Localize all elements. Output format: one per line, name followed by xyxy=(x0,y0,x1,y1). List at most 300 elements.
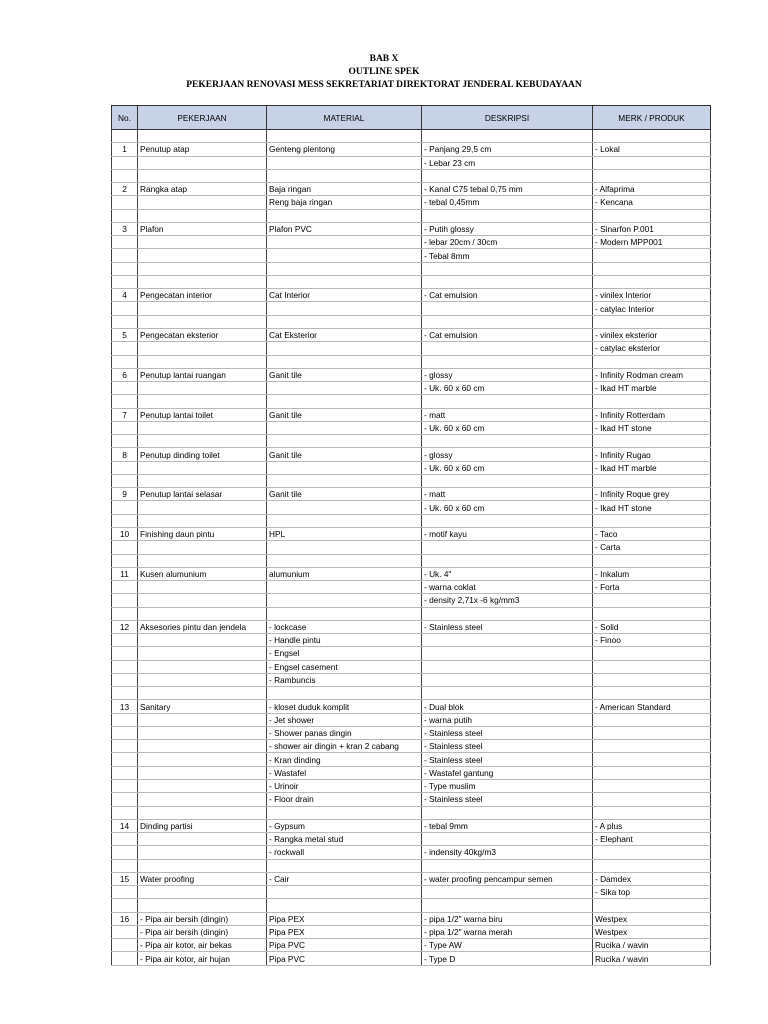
table-row xyxy=(112,448,711,461)
brand-cell: - vinilex eksterior xyxy=(593,328,711,341)
item-number xyxy=(112,634,138,647)
material-cell xyxy=(267,421,422,434)
work-item-cell xyxy=(138,673,267,686)
item-number xyxy=(112,673,138,686)
item-number xyxy=(112,302,138,315)
work-item-cell xyxy=(138,726,267,739)
empty-cell xyxy=(422,474,593,487)
item-number: 5 xyxy=(112,328,138,341)
spec-table xyxy=(111,105,711,966)
empty-cell xyxy=(267,554,422,567)
description-cell: - glossy xyxy=(422,448,593,461)
material-cell xyxy=(267,249,422,262)
item-number xyxy=(112,541,138,554)
table-row xyxy=(112,647,711,660)
description-cell: - Stainless steel xyxy=(422,740,593,753)
description-cell: - Dual blok xyxy=(422,700,593,713)
empty-cell xyxy=(593,607,711,620)
item-number xyxy=(112,421,138,434)
empty-cell xyxy=(593,130,711,143)
brand-cell: - Sinarfon P.001 xyxy=(593,222,711,235)
table-row xyxy=(112,156,711,169)
table-row xyxy=(112,833,711,846)
empty-cell xyxy=(593,435,711,448)
col-header-merk: MERK / PRODUK xyxy=(593,106,711,130)
work-item-cell xyxy=(138,236,267,249)
table-row xyxy=(112,660,711,673)
material-cell: alumunium xyxy=(267,567,422,580)
brand-cell xyxy=(593,793,711,806)
table-row xyxy=(112,740,711,753)
material-cell: - Shower panas dingin xyxy=(267,726,422,739)
table-row xyxy=(112,780,711,793)
description-cell: - indensity 40kg/m3 xyxy=(422,846,593,859)
empty-cell xyxy=(138,395,267,408)
description-cell: - tebal 9mm xyxy=(422,819,593,832)
col-header-no: No. xyxy=(112,106,138,130)
empty-cell xyxy=(112,474,138,487)
item-number: 3 xyxy=(112,222,138,235)
table-row xyxy=(112,581,711,594)
table-row xyxy=(112,726,711,739)
material-cell xyxy=(267,156,422,169)
brand-cell: - Ikad HT stone xyxy=(593,501,711,514)
work-item-cell xyxy=(138,713,267,726)
material-cell: Ganit tile xyxy=(267,488,422,501)
empty-cell xyxy=(593,859,711,872)
empty-cell xyxy=(267,130,422,143)
description-cell: - warna coklat xyxy=(422,581,593,594)
work-item-cell xyxy=(138,501,267,514)
brand-cell: - Elephant xyxy=(593,833,711,846)
description-cell: - motif kayu xyxy=(422,527,593,540)
description-cell xyxy=(422,833,593,846)
item-number xyxy=(112,766,138,779)
empty-cell xyxy=(112,169,138,182)
item-number: 10 xyxy=(112,527,138,540)
work-item-cell: - Pipa air kotor, air bekas xyxy=(138,939,267,952)
empty-cell xyxy=(422,806,593,819)
brand-cell: Westpex xyxy=(593,912,711,925)
work-item-cell xyxy=(138,382,267,395)
work-item-cell xyxy=(138,156,267,169)
description-cell: - Lebar 23 cm xyxy=(422,156,593,169)
empty-cell xyxy=(138,275,267,288)
brand-cell: - Infinity Roque grey xyxy=(593,488,711,501)
table-row xyxy=(112,408,711,421)
empty-cell xyxy=(267,435,422,448)
empty-cell xyxy=(138,687,267,700)
spacer-row xyxy=(112,130,711,143)
empty-cell xyxy=(138,315,267,328)
material-cell xyxy=(267,342,422,355)
description-cell: - glossy xyxy=(422,368,593,381)
doc-subtitle: OUTLINE SPEK xyxy=(348,67,420,77)
empty-cell xyxy=(422,355,593,368)
brand-cell xyxy=(593,249,711,262)
empty-cell xyxy=(138,209,267,222)
work-item-cell xyxy=(138,581,267,594)
material-cell: - Urinoir xyxy=(267,780,422,793)
work-item-cell xyxy=(138,740,267,753)
brand-cell xyxy=(593,753,711,766)
material-cell: - rockwall xyxy=(267,846,422,859)
brand-cell: - Infinity Rodman cream xyxy=(593,368,711,381)
item-number: 7 xyxy=(112,408,138,421)
description-cell xyxy=(422,886,593,899)
brand-cell: - Kencana xyxy=(593,196,711,209)
brand-cell: - Alfaprima xyxy=(593,183,711,196)
item-number xyxy=(112,925,138,938)
empty-cell xyxy=(138,130,267,143)
empty-cell xyxy=(138,169,267,182)
doc-title: PEKERJAAN RENOVASI MESS SEKRETARIAT DIREKTORAT JENDERAL KEBUDAYAAN xyxy=(186,80,582,90)
work-item-cell: Dinding partisi xyxy=(138,819,267,832)
description-cell: - tebal 0,45mm xyxy=(422,196,593,209)
empty-cell xyxy=(112,607,138,620)
material-cell: Ganit tile xyxy=(267,368,422,381)
material-cell: Cat Eksterior xyxy=(267,328,422,341)
work-item-cell xyxy=(138,647,267,660)
empty-cell xyxy=(267,315,422,328)
empty-cell xyxy=(267,275,422,288)
item-number xyxy=(112,780,138,793)
empty-cell xyxy=(593,554,711,567)
material-cell xyxy=(267,262,422,275)
description-cell: - matt xyxy=(422,488,593,501)
brand-cell xyxy=(593,726,711,739)
brand-cell xyxy=(593,846,711,859)
empty-cell xyxy=(422,275,593,288)
brand-cell: - Infinity Rotterdam xyxy=(593,408,711,421)
table-row xyxy=(112,700,711,713)
work-item-cell xyxy=(138,196,267,209)
material-cell xyxy=(267,461,422,474)
table-row xyxy=(112,753,711,766)
item-number xyxy=(112,939,138,952)
empty-cell xyxy=(267,607,422,620)
spacer-row xyxy=(112,474,711,487)
brand-cell xyxy=(593,673,711,686)
table-row xyxy=(112,886,711,899)
empty-cell xyxy=(112,514,138,527)
description-cell: - Wastafel gantung xyxy=(422,766,593,779)
description-cell: - Panjang 29,5 cm xyxy=(422,143,593,156)
work-item-cell: Aksesories pintu dan jendela xyxy=(138,620,267,633)
material-cell: - Gypsum xyxy=(267,819,422,832)
table-row xyxy=(112,421,711,434)
spacer-row xyxy=(112,209,711,222)
description-cell: - Stainless steel xyxy=(422,620,593,633)
brand-cell: - catylac eksterior xyxy=(593,342,711,355)
table-row xyxy=(112,939,711,952)
empty-cell xyxy=(138,859,267,872)
material-cell xyxy=(267,541,422,554)
empty-cell xyxy=(593,395,711,408)
empty-cell xyxy=(593,514,711,527)
material-cell: - Floor drain xyxy=(267,793,422,806)
item-number xyxy=(112,262,138,275)
brand-cell xyxy=(593,156,711,169)
empty-cell xyxy=(138,474,267,487)
brand-cell: - Ikad HT marble xyxy=(593,461,711,474)
table-row xyxy=(112,368,711,381)
item-number: 13 xyxy=(112,700,138,713)
table-row xyxy=(112,382,711,395)
work-item-cell xyxy=(138,634,267,647)
brand-cell xyxy=(593,740,711,753)
item-number: 2 xyxy=(112,183,138,196)
material-cell xyxy=(267,302,422,315)
material-cell: - shower air dingin + kran 2 cabang xyxy=(267,740,422,753)
table-row xyxy=(112,620,711,633)
description-cell: - Uk. 4" xyxy=(422,567,593,580)
spec-table-body xyxy=(112,130,711,966)
brand-cell: - Forta xyxy=(593,581,711,594)
description-cell: - Uk. 60 x 60 cm xyxy=(422,501,593,514)
work-item-cell: Sanitary xyxy=(138,700,267,713)
item-number xyxy=(112,726,138,739)
brand-cell: Westpex xyxy=(593,925,711,938)
description-cell xyxy=(422,673,593,686)
empty-cell xyxy=(422,554,593,567)
description-cell xyxy=(422,342,593,355)
description-cell: - Uk. 60 x 60 cm xyxy=(422,461,593,474)
empty-cell xyxy=(112,687,138,700)
table-row xyxy=(112,793,711,806)
empty-cell xyxy=(267,806,422,819)
brand-cell: - catylac Interior xyxy=(593,302,711,315)
item-number: 9 xyxy=(112,488,138,501)
work-item-cell: Kusen alumunium xyxy=(138,567,267,580)
item-number xyxy=(112,846,138,859)
table-row xyxy=(112,328,711,341)
work-item-cell: Water proofing xyxy=(138,872,267,885)
brand-cell: - Sika top xyxy=(593,886,711,899)
work-item-cell: Plafon xyxy=(138,222,267,235)
work-item-cell: Pengecatan eksterior xyxy=(138,328,267,341)
brand-cell: - A plus xyxy=(593,819,711,832)
empty-cell xyxy=(422,899,593,912)
empty-cell xyxy=(138,554,267,567)
empty-cell xyxy=(267,395,422,408)
empty-cell xyxy=(422,687,593,700)
work-item-cell: Finishing daun pintu xyxy=(138,527,267,540)
brand-cell: - Infinity Rugao xyxy=(593,448,711,461)
work-item-cell xyxy=(138,753,267,766)
material-cell xyxy=(267,501,422,514)
brand-cell: - Inkalum xyxy=(593,567,711,580)
brand-cell xyxy=(593,594,711,607)
empty-cell xyxy=(593,275,711,288)
material-cell: - Wastafel xyxy=(267,766,422,779)
material-cell: Baja ringan xyxy=(267,183,422,196)
material-cell: - Cair xyxy=(267,872,422,885)
col-header-pekerjaan: PEKERJAAN xyxy=(138,106,267,130)
material-cell: Ganit tile xyxy=(267,448,422,461)
work-item-cell: Penutup lantai toilet xyxy=(138,408,267,421)
empty-cell xyxy=(112,355,138,368)
item-number xyxy=(112,660,138,673)
description-cell: - Kanal C75 tebal 0,75 mm xyxy=(422,183,593,196)
table-row xyxy=(112,222,711,235)
description-cell: - Stainless steel xyxy=(422,753,593,766)
material-cell: - Jet shower xyxy=(267,713,422,726)
table-row xyxy=(112,925,711,938)
description-cell: - water proofing pencampur semen xyxy=(422,872,593,885)
empty-cell xyxy=(112,315,138,328)
empty-cell xyxy=(593,355,711,368)
material-cell: Cat Interior xyxy=(267,289,422,302)
empty-cell xyxy=(267,899,422,912)
work-item-cell xyxy=(138,846,267,859)
work-item-cell xyxy=(138,461,267,474)
item-number xyxy=(112,156,138,169)
work-item-cell xyxy=(138,766,267,779)
brand-cell: - Taco xyxy=(593,527,711,540)
table-row xyxy=(112,819,711,832)
table-row xyxy=(112,236,711,249)
empty-cell xyxy=(267,209,422,222)
empty-cell xyxy=(267,687,422,700)
table-row xyxy=(112,289,711,302)
table-row xyxy=(112,541,711,554)
table-row xyxy=(112,302,711,315)
brand-cell: - Lokal xyxy=(593,143,711,156)
table-row xyxy=(112,488,711,501)
description-cell: - matt xyxy=(422,408,593,421)
empty-cell xyxy=(138,607,267,620)
col-header-deskripsi: DESKRIPSI xyxy=(422,106,593,130)
item-number xyxy=(112,647,138,660)
spacer-row xyxy=(112,554,711,567)
material-cell: - kloset duduk komplit xyxy=(267,700,422,713)
work-item-cell: Penutup lantai ruangan xyxy=(138,368,267,381)
empty-cell xyxy=(267,169,422,182)
work-item-cell xyxy=(138,249,267,262)
item-number xyxy=(112,793,138,806)
empty-cell xyxy=(422,130,593,143)
item-number: 15 xyxy=(112,872,138,885)
empty-cell xyxy=(593,209,711,222)
table-row xyxy=(112,594,711,607)
brand-cell: - Carta xyxy=(593,541,711,554)
description-cell xyxy=(422,541,593,554)
work-item-cell xyxy=(138,342,267,355)
brand-cell: - Solid xyxy=(593,620,711,633)
work-item-cell: Penutup atap xyxy=(138,143,267,156)
brand-cell: - Finoo xyxy=(593,634,711,647)
empty-cell xyxy=(422,169,593,182)
empty-cell xyxy=(138,355,267,368)
description-cell: - warna putih xyxy=(422,713,593,726)
item-number xyxy=(112,236,138,249)
material-cell xyxy=(267,382,422,395)
brand-cell xyxy=(593,647,711,660)
material-cell: Pipa PEX xyxy=(267,912,422,925)
material-cell: Ganit tile xyxy=(267,408,422,421)
item-number xyxy=(112,382,138,395)
description-cell: - Stainless steel xyxy=(422,793,593,806)
description-cell: - Uk. 60 x 60 cm xyxy=(422,421,593,434)
work-item-cell xyxy=(138,302,267,315)
item-number: 1 xyxy=(112,143,138,156)
brand-cell: Rucika / wavin xyxy=(593,952,711,965)
item-number: 16 xyxy=(112,912,138,925)
brand-cell xyxy=(593,766,711,779)
table-row xyxy=(112,912,711,925)
material-cell: - Engsel xyxy=(267,647,422,660)
table-row xyxy=(112,846,711,859)
empty-cell xyxy=(112,395,138,408)
item-number xyxy=(112,196,138,209)
table-row xyxy=(112,262,711,275)
description-cell: - Tebal 8mm xyxy=(422,249,593,262)
brand-cell xyxy=(593,660,711,673)
empty-cell xyxy=(422,209,593,222)
empty-cell xyxy=(138,899,267,912)
material-cell: Plafon PVC xyxy=(267,222,422,235)
empty-cell xyxy=(422,435,593,448)
brand-cell: - American Standard xyxy=(593,700,711,713)
empty-cell xyxy=(593,806,711,819)
doc-chapter: BAB X xyxy=(369,54,399,64)
brand-cell: - vinilex Interior xyxy=(593,289,711,302)
item-number xyxy=(112,594,138,607)
table-row xyxy=(112,461,711,474)
item-number xyxy=(112,740,138,753)
item-number xyxy=(112,952,138,965)
brand-cell xyxy=(593,262,711,275)
item-number xyxy=(112,342,138,355)
description-cell: - pipa 1/2" warna biru xyxy=(422,912,593,925)
material-cell: - Rangka metal stud xyxy=(267,833,422,846)
description-cell: - pipa 1/2" warna merah xyxy=(422,925,593,938)
description-cell: - Cat emulsion xyxy=(422,289,593,302)
spacer-row xyxy=(112,355,711,368)
description-cell: - Stainless steel xyxy=(422,726,593,739)
item-number: 8 xyxy=(112,448,138,461)
item-number xyxy=(112,713,138,726)
spacer-row xyxy=(112,169,711,182)
description-cell xyxy=(422,302,593,315)
material-cell: - Engsel casement xyxy=(267,660,422,673)
table-row xyxy=(112,143,711,156)
material-cell: Pipa PVC xyxy=(267,952,422,965)
spacer-row xyxy=(112,395,711,408)
material-cell: Pipa PVC xyxy=(267,939,422,952)
empty-cell xyxy=(112,806,138,819)
spacer-row xyxy=(112,435,711,448)
description-cell: - lebar 20cm / 30cm xyxy=(422,236,593,249)
material-cell: - Kran dinding xyxy=(267,753,422,766)
empty-cell xyxy=(138,514,267,527)
empty-cell xyxy=(593,169,711,182)
empty-cell xyxy=(422,395,593,408)
description-cell: - density 2,71x -6 kg/mm3 xyxy=(422,594,593,607)
material-cell: - lockcase xyxy=(267,620,422,633)
material-cell: Reng baja ringan xyxy=(267,196,422,209)
description-cell: - Cat emulsion xyxy=(422,328,593,341)
table-row xyxy=(112,952,711,965)
material-cell: - Handle pintu xyxy=(267,634,422,647)
work-item-cell xyxy=(138,660,267,673)
empty-cell xyxy=(593,899,711,912)
item-number xyxy=(112,753,138,766)
work-item-cell: - Pipa air bersih (dingin) xyxy=(138,912,267,925)
description-cell: - Type AW xyxy=(422,939,593,952)
item-number xyxy=(112,501,138,514)
